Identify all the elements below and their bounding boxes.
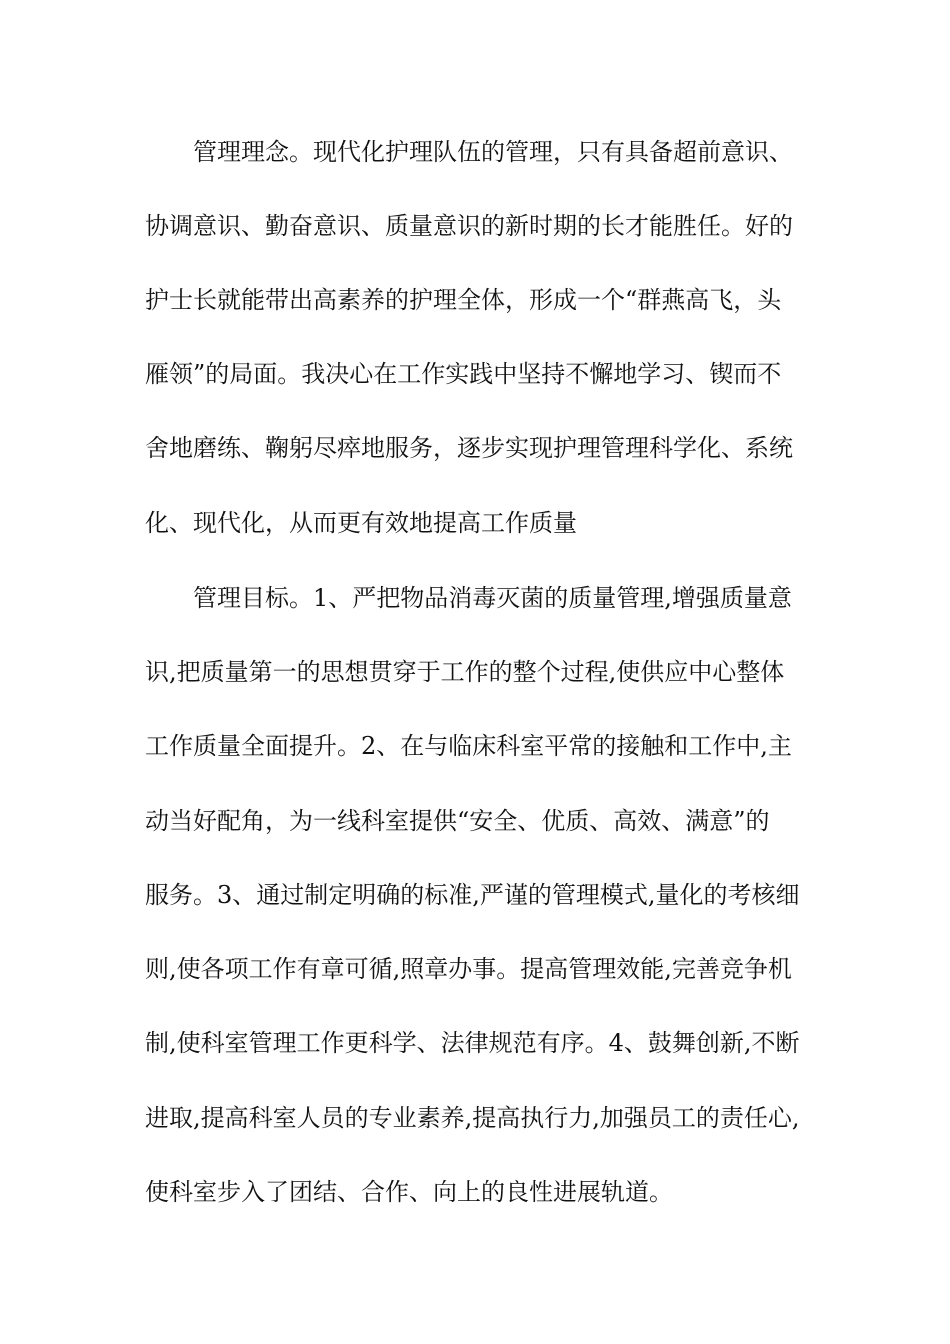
paragraph-line: 雁领”的局面。我决心在工作实践中坚持不懈地学习、锲而不	[145, 360, 782, 388]
paragraph-line: 服务。3、通过制定明确的标准,严谨的管理模式,量化的考核细	[145, 881, 800, 909]
paragraph-line: 则,使各项工作有章可循,照章办事。提高管理效能,完善竞争机	[145, 955, 792, 983]
paragraph-line: 舍地磨练、鞠躬尽瘁地服务，逐步实现护理管理科学化、系统	[145, 434, 793, 462]
paragraph-line: 护士长就能带出高素养的护理全体，形成一个“群燕高飞，头	[145, 286, 782, 314]
paragraph-line: 识,把质量第一的思想贯穿于工作的整个过程,使供应中心整体	[145, 658, 785, 686]
paragraph-line: 管理目标。1、严把物品消毒灭菌的质量管理,增强质量意	[193, 584, 792, 612]
paragraph-line: 制,使科室管理工作更科学、法律规范有序。4、鼓舞创新,不断	[145, 1029, 800, 1057]
paragraph-line: 管理理念。现代化护理队伍的管理，只有具备超前意识、	[193, 138, 793, 166]
paragraph-line: 协调意识、勤奋意识、质量意识的新时期的长才能胜任。好的	[145, 212, 793, 240]
paragraph-line: 工作质量全面提升。2、在与临床科室平常的接触和工作中,主	[145, 732, 792, 760]
paragraph-line: 化、现代化，从而更有效地提高工作质量	[145, 509, 577, 537]
paragraph-line: 使科室步入了团结、合作、向上的良性进展轨道。	[145, 1178, 673, 1206]
paragraph-line: 动当好配角，为一线科室提供“安全、优质、高效、满意”的	[145, 807, 770, 835]
paragraph-line: 进取,提高科室人员的专业素养,提高执行力,加强员工的责任心,	[145, 1104, 800, 1132]
